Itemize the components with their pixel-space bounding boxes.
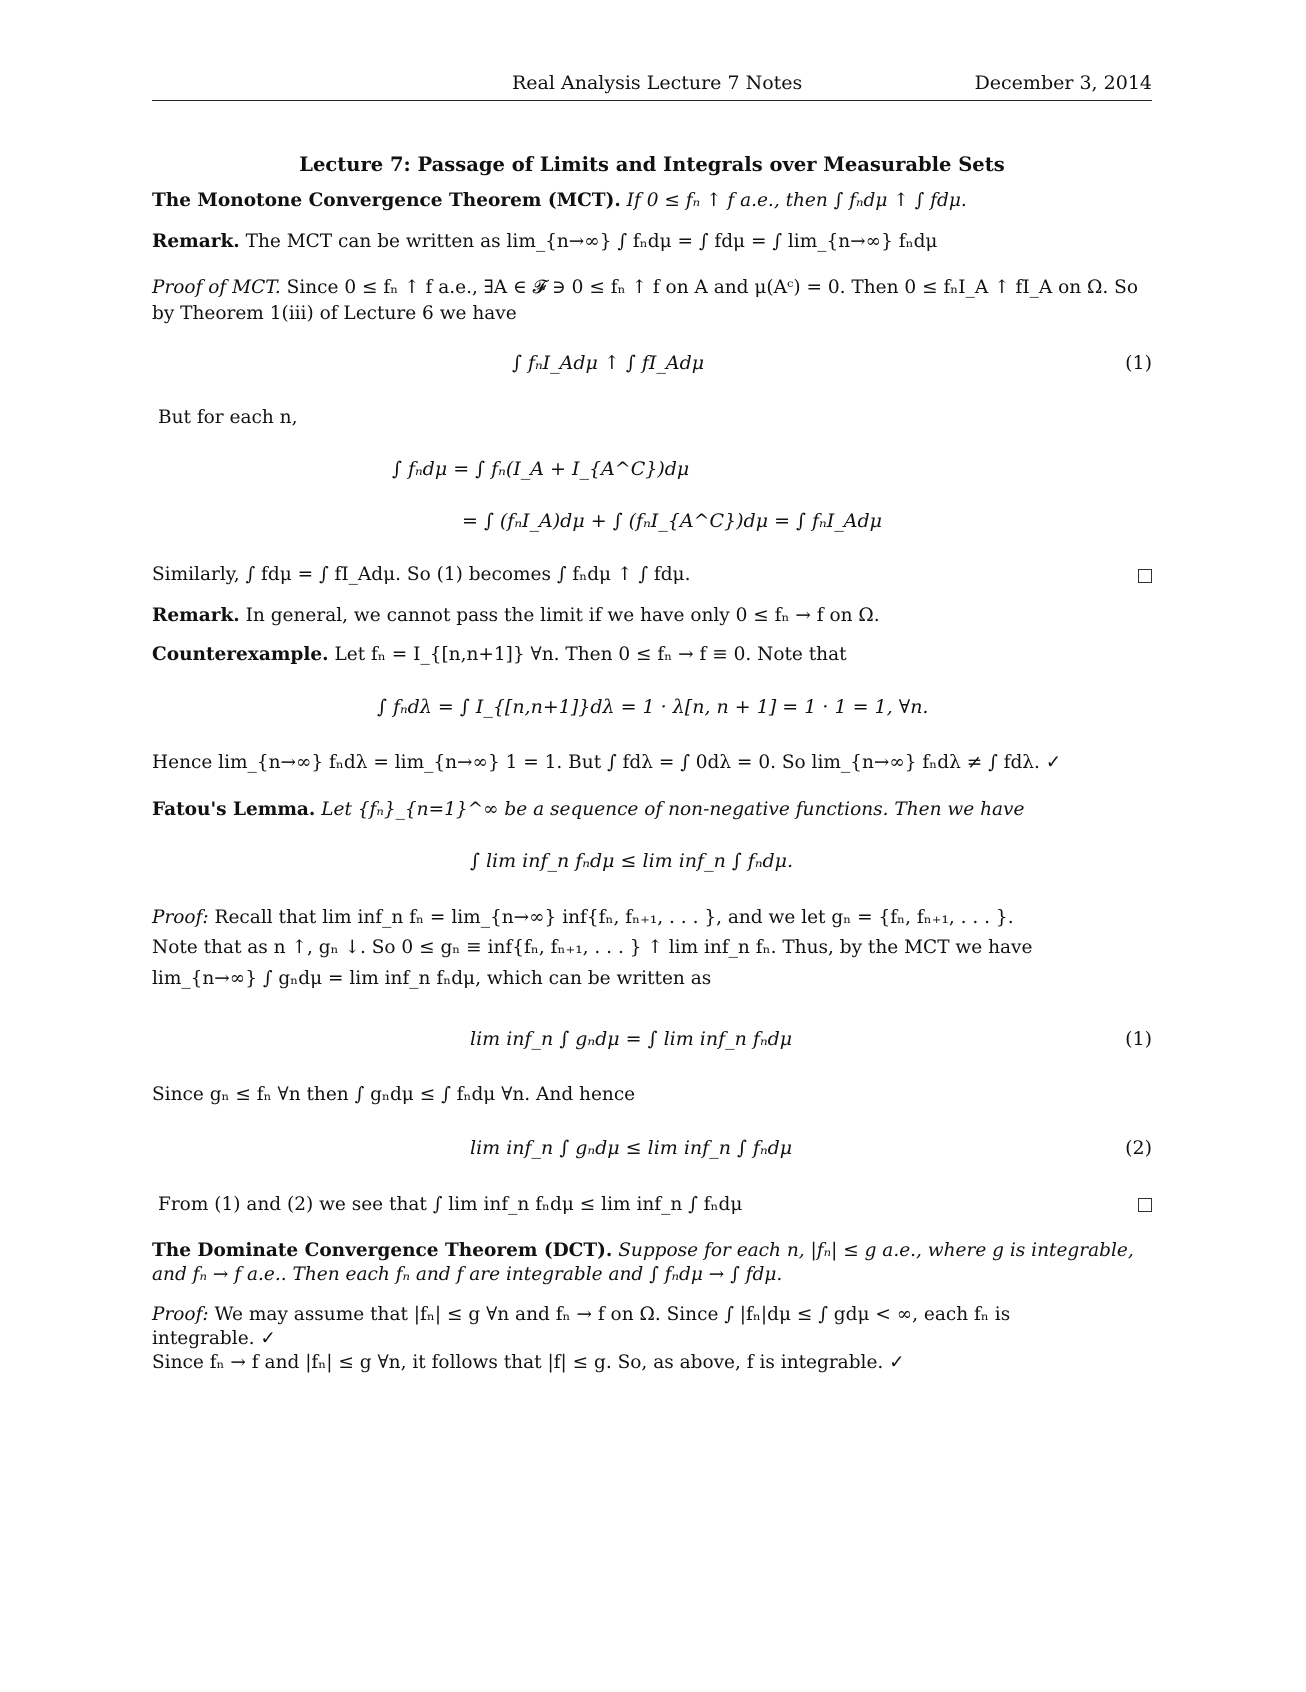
mct-heading: The Monotone Convergence Theorem (MCT). — [152, 190, 621, 211]
equation-number: (2) — [1125, 1137, 1152, 1159]
lecture-title: Lecture 7: Passage of Limits and Integrals over Measurable Sets — [299, 153, 1005, 176]
counterexample-label: Counterexample. — [152, 644, 329, 665]
fatou-lemma — [152, 797, 1152, 823]
dct-statement: Suppose for each n, |fₙ| ≤ g a.e., where g is integrable, — [618, 1240, 1134, 1261]
header-rule — [152, 100, 1152, 101]
equation-math: = ∫ (fₙI_A)dμ + ∫ (fₙI_{A^C})dμ = ∫ fₙI_Adμ — [462, 510, 882, 532]
equation-number: (1) — [1125, 1028, 1152, 1050]
proof-dct-line2: integrable. ✓ — [152, 1328, 276, 1349]
remark-text: In general, we cannot pass the limit if we have only 0 ≤ fₙ → f on Ω. — [245, 605, 880, 626]
mct-statement: If 0 ≤ fₙ ↑ f a.e., then ∫ fₙdμ ↑ ∫ fdμ. — [626, 190, 967, 211]
proof-label: Proof of MCT. — [152, 277, 281, 298]
proof-label: Proof: — [152, 907, 209, 928]
dct-theorem-line2: and fₙ → f a.e.. Then each fₙ and f are integrable and ∫ fₙdμ → ∫ fdμ. — [152, 1264, 783, 1285]
remark-label: Remark. — [152, 231, 240, 252]
proof-mct — [152, 275, 1152, 327]
proof-label: Proof: — [152, 1304, 209, 1325]
proof-fatou-line2: Note that as n ↑, gₙ ↓. So 0 ≤ gₙ ≡ inf{fₙ, fₙ₊₁, . . . } ↑ lim inf_n fₙ. Thus, by the MCT we have — [152, 937, 1033, 958]
equation-math: ∫ fₙI_Adμ ↑ ∫ fI_Adμ — [512, 352, 705, 374]
remark-general — [152, 603, 1152, 629]
proof-dct-line3: Since fₙ → f and |fₙ| ≤ g ∀n, it follows that |f| ≤ g. So, as above, f is integrable. ✓ — [152, 1352, 905, 1373]
equation-math: lim inf_n ∫ gₙdμ = ∫ lim inf_n fₙdμ — [470, 1028, 793, 1050]
equation-math: ∫ fₙdμ = ∫ fₙ(I_A + I_{A^C})dμ — [392, 458, 690, 480]
dct-heading: The Dominate Convergence Theorem (DCT). — [152, 1240, 613, 1261]
remark-label: Remark. — [152, 605, 240, 626]
counterexample-text: Let fₙ = I_{[n,n+1]} ∀n. Then 0 ≤ fₙ → f ≡ 0. Note that — [334, 644, 847, 665]
header-title: Real Analysis Lecture 7 Notes — [512, 72, 803, 94]
but-for-each-n: But for each n, — [158, 407, 298, 428]
proof-dct-line1 — [152, 1302, 1152, 1328]
header-date: December 3, 2014 — [974, 72, 1152, 94]
counterexample — [152, 642, 1152, 668]
equation-math: ∫ fₙdλ = ∫ I_{[n,n+1]}dλ = 1 · λ[n, n + 1] = 1 · 1 = 1, ∀n. — [377, 696, 929, 718]
fatou-statement: Let {fₙ}_{n=1}^∞ be a sequence of non-negative functions. Then we have — [321, 799, 1025, 820]
equation-math: lim inf_n ∫ gₙdμ ≤ lim inf_n ∫ fₙdμ — [470, 1137, 793, 1159]
proof-text: We may assume that |fₙ| ≤ g ∀n and fₙ → f on Ω. Since ∫ |fₙ|dμ ≤ ∫ gdμ < ∞, each fₙ is — [214, 1304, 1011, 1325]
remark-text: The MCT can be written as lim_{n→∞} ∫ fₙdμ = ∫ fdμ = ∫ lim_{n→∞} fₙdμ — [245, 231, 938, 252]
qed-box — [1138, 569, 1152, 583]
proof-fatou-line3: lim_{n→∞} ∫ gₙdμ = lim inf_n fₙdμ, which can be written as — [152, 968, 712, 989]
dct-theorem-line1 — [152, 1238, 1152, 1264]
since-g-text: Since gₙ ≤ fₙ ∀n then ∫ gₙdμ ≤ ∫ fₙdμ ∀n. And hence — [152, 1084, 636, 1105]
similarly-text: Similarly, ∫ fdμ = ∫ fI_Adμ. So (1) becomes ∫ fₙdμ ↑ ∫ fdμ. — [152, 564, 691, 585]
equation-number: (1) — [1125, 352, 1152, 374]
running-header — [152, 72, 1152, 100]
proof-fatou-line1 — [152, 905, 1152, 931]
equation-math: ∫ lim inf_n fₙdμ ≤ lim inf_n ∫ fₙdμ. — [470, 850, 794, 872]
mct-theorem — [152, 188, 1152, 214]
proof-text: Since 0 ≤ fₙ ↑ f a.e., ∃A ∈ 𝓕 ∋ 0 ≤ fₙ ↑ f on A and μ(Aᶜ) = 0. Then 0 ≤ fₙI_A ↑ fI_A on Ω. So by Theorem 1(iii) of Lecture 6 we have — [152, 277, 1138, 324]
from-1-and-2-text: From (1) and (2) we see that ∫ lim inf_n fₙdμ ≤ lim inf_n ∫ fₙdμ — [158, 1194, 743, 1215]
hence-text: Hence lim_{n→∞} fₙdλ = lim_{n→∞} 1 = 1. But ∫ fdλ = ∫ 0dλ = 0. So lim_{n→∞} fₙdλ ≠ ∫ fdλ. ✓ — [152, 752, 1062, 773]
proof-text: Recall that lim inf_n fₙ = lim_{n→∞} inf{fₙ, fₙ₊₁, . . . }, and we let gₙ = {fₙ, fₙ₊₁, . . . }. — [214, 907, 1014, 928]
fatou-heading: Fatou's Lemma. — [152, 799, 316, 820]
remark-mct — [152, 229, 1152, 255]
qed-box — [1138, 1198, 1152, 1212]
